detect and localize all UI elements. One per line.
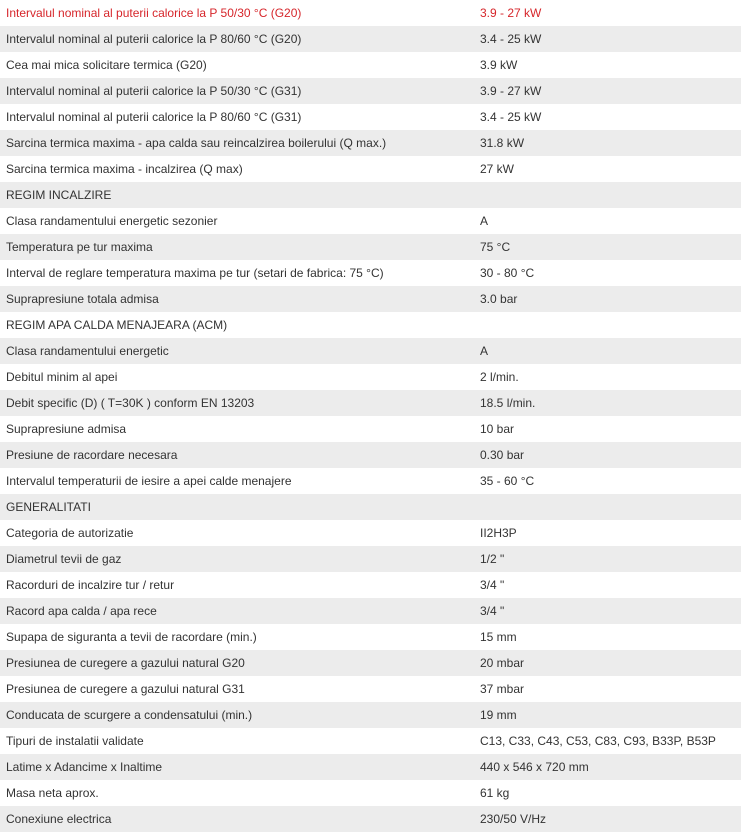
spec-row bbox=[0, 468, 741, 494]
spec-label: Intervalul nominal al puterii calorice la P 80/60 °C (G20) bbox=[0, 26, 473, 52]
spec-value: 37 mbar bbox=[473, 676, 741, 702]
spec-value: 27 kW bbox=[473, 156, 741, 182]
spec-label: Sarcina termica maxima - apa calda sau reincalzirea boilerului (Q max.) bbox=[0, 130, 473, 156]
section-header-row bbox=[0, 312, 741, 338]
section-title: GENERALITATI bbox=[0, 494, 473, 520]
spec-row bbox=[0, 104, 741, 130]
spec-value: 75 °C bbox=[473, 234, 741, 260]
spec-value: 3.0 bar bbox=[473, 286, 741, 312]
spec-label: Suprapresiune totala admisa bbox=[0, 286, 473, 312]
spec-label: Sarcina termica maxima - incalzirea (Q max) bbox=[0, 156, 473, 182]
spec-label: Cea mai mica solicitare termica (G20) bbox=[0, 52, 473, 78]
spec-row bbox=[0, 780, 741, 806]
spec-label: Intervalul nominal al puterii calorice la P 50/30 °C (G31) bbox=[0, 78, 473, 104]
spec-row bbox=[0, 624, 741, 650]
spec-row bbox=[0, 78, 741, 104]
spec-value: 15 mm bbox=[473, 624, 741, 650]
spec-row bbox=[0, 260, 741, 286]
spec-value: 230/50 V/Hz bbox=[473, 806, 741, 832]
spec-value: 440 x 546 x 720 mm bbox=[473, 754, 741, 780]
spec-row bbox=[0, 676, 741, 702]
spec-label: Debit specific (D) ( T=30K ) conform EN 13203 bbox=[0, 390, 473, 416]
spec-value: C13, C33, C43, C53, C83, C93, B33P, B53P bbox=[473, 728, 741, 754]
spec-row bbox=[0, 572, 741, 598]
spec-value: 3/4 " bbox=[473, 572, 741, 598]
spec-row bbox=[0, 0, 741, 26]
spec-label: Suprapresiune admisa bbox=[0, 416, 473, 442]
spec-value: 35 - 60 °C bbox=[473, 468, 741, 494]
spec-label: Presiune de racordare necesara bbox=[0, 442, 473, 468]
spec-value: 3.9 kW bbox=[473, 52, 741, 78]
spec-row bbox=[0, 286, 741, 312]
spec-row bbox=[0, 390, 741, 416]
spec-value: 30 - 80 °C bbox=[473, 260, 741, 286]
spec-row bbox=[0, 338, 741, 364]
spec-value: 10 bar bbox=[473, 416, 741, 442]
spec-value: 19 mm bbox=[473, 702, 741, 728]
spec-row bbox=[0, 650, 741, 676]
spec-label: Latime x Adancime x Inaltime bbox=[0, 754, 473, 780]
spec-row bbox=[0, 598, 741, 624]
spec-row bbox=[0, 364, 741, 390]
spec-label: Interval de reglare temperatura maxima pe tur (setari de fabrica: 75 °C) bbox=[0, 260, 473, 286]
spec-label: Categoria de autorizatie bbox=[0, 520, 473, 546]
spec-label: Racorduri de incalzire tur / retur bbox=[0, 572, 473, 598]
spec-value: 20 mbar bbox=[473, 650, 741, 676]
spec-row bbox=[0, 234, 741, 260]
spec-row bbox=[0, 416, 741, 442]
spec-value: 31.8 kW bbox=[473, 130, 741, 156]
spec-value: 0.30 bar bbox=[473, 442, 741, 468]
spec-value: 3.4 - 25 kW bbox=[473, 104, 741, 130]
spec-row bbox=[0, 26, 741, 52]
section-title: REGIM INCALZIRE bbox=[0, 182, 473, 208]
spec-label: Conducata de scurgere a condensatului (min.) bbox=[0, 702, 473, 728]
spec-row bbox=[0, 728, 741, 754]
spec-label: Clasa randamentului energetic sezonier bbox=[0, 208, 473, 234]
spec-label: Diametrul tevii de gaz bbox=[0, 546, 473, 572]
spec-value: 3.9 - 27 kW bbox=[473, 0, 741, 26]
spec-value: 1/2 " bbox=[473, 546, 741, 572]
spec-label: Temperatura pe tur maxima bbox=[0, 234, 473, 260]
spec-row bbox=[0, 702, 741, 728]
spec-row bbox=[0, 806, 741, 832]
spec-row bbox=[0, 520, 741, 546]
spec-row bbox=[0, 130, 741, 156]
spec-label: Masa neta aprox. bbox=[0, 780, 473, 806]
section-title: REGIM APA CALDA MENAJEARA (ACM) bbox=[0, 312, 473, 338]
spec-value: 18.5 l/min. bbox=[473, 390, 741, 416]
spec-value: 3.9 - 27 kW bbox=[473, 78, 741, 104]
spec-row bbox=[0, 546, 741, 572]
spec-row bbox=[0, 442, 741, 468]
spec-value: A bbox=[473, 338, 741, 364]
spec-value: 2 l/min. bbox=[473, 364, 741, 390]
spec-label: Intervalul temperaturii de iesire a apei calde menajere bbox=[0, 468, 473, 494]
spec-label: Conexiune electrica bbox=[0, 806, 473, 832]
spec-value bbox=[473, 182, 741, 208]
spec-label: Debitul minim al apei bbox=[0, 364, 473, 390]
spec-label: Intervalul nominal al puterii calorice la P 80/60 °C (G31) bbox=[0, 104, 473, 130]
spec-label: Clasa randamentului energetic bbox=[0, 338, 473, 364]
spec-row bbox=[0, 754, 741, 780]
spec-value: 3.4 - 25 kW bbox=[473, 26, 741, 52]
spec-label: Presiunea de curegere a gazului natural G31 bbox=[0, 676, 473, 702]
spec-value: A bbox=[473, 208, 741, 234]
section-header-row bbox=[0, 494, 741, 520]
spec-row bbox=[0, 52, 741, 78]
spec-value: 3/4 " bbox=[473, 598, 741, 624]
section-header-row bbox=[0, 182, 741, 208]
spec-label: Racord apa calda / apa rece bbox=[0, 598, 473, 624]
spec-value: 61 kg bbox=[473, 780, 741, 806]
spec-label: Presiunea de curegere a gazului natural G20 bbox=[0, 650, 473, 676]
spec-value bbox=[473, 494, 741, 520]
spec-value bbox=[473, 312, 741, 338]
spec-row bbox=[0, 156, 741, 182]
spec-label: Intervalul nominal al puterii calorice la P 50/30 °C (G20) bbox=[0, 0, 473, 26]
spec-row bbox=[0, 208, 741, 234]
spec-label: Supapa de siguranta a tevii de racordare (min.) bbox=[0, 624, 473, 650]
spec-value: II2H3P bbox=[473, 520, 741, 546]
spec-label: Tipuri de instalatii validate bbox=[0, 728, 473, 754]
